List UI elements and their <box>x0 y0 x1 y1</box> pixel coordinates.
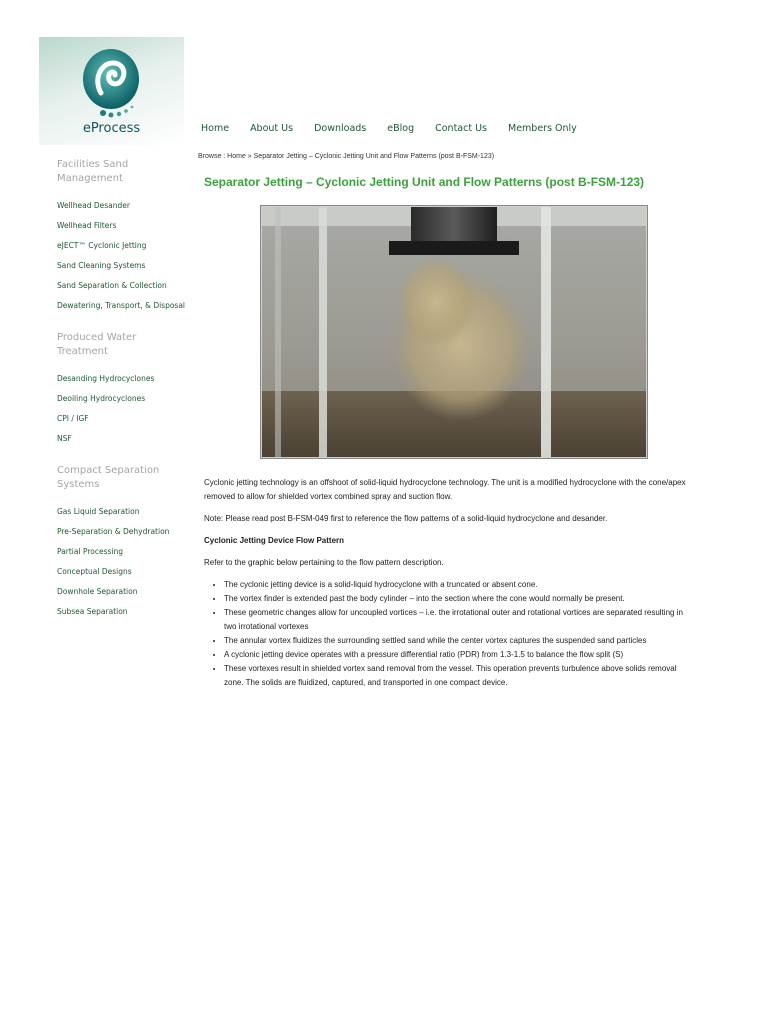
list-item: • These geometric changes allow for uncoupled vortices – i.e. the irrotational outer and rotational vortices are separated resulting in two irrotational vortexes <box>224 606 694 634</box>
cyclonic-jetting-photo <box>260 205 648 459</box>
nav-members-only[interactable]: Members Only <box>508 123 577 134</box>
nav-eblog[interactable]: eBlog <box>387 123 415 134</box>
logo-wordmark: eProcess <box>82 121 141 136</box>
sidebar-heading: Compact Separation Systems <box>57 465 160 490</box>
sidebar-item-sand-separation-collection[interactable]: Sand Separation & Collection <box>57 281 167 290</box>
sidebar-item-downhole-separation[interactable]: Downhole Separation <box>57 587 138 596</box>
sidebar-item-pre-separation-dehydration[interactable]: Pre-Separation & Dehydration <box>57 527 170 536</box>
sidebar-item-nsf[interactable]: NSF <box>57 434 72 443</box>
sidebar-item-wellhead-filters[interactable]: Wellhead Filters <box>57 221 117 230</box>
sidebar-item-partial-processing[interactable]: Partial Processing <box>57 547 124 556</box>
list-item: • A cyclonic jetting device operates with a pressure differential ratio (PDR) from 1.3-1.5 to balance the flow split (S) <box>224 648 694 662</box>
sidebar-section-compact-separation <box>57 464 187 619</box>
sidebar-heading: Produced Water Treatment <box>57 332 137 357</box>
sidebar-item-dewatering[interactable]: Dewatering, Transport, & Disposal <box>57 301 186 310</box>
list-item: • The annular vortex fluidizes the surrounding settled sand while the center vortex captures the suspended sand particles <box>224 634 694 648</box>
flow-pattern-list <box>204 578 694 690</box>
sidebar-item-cpi-igf[interactable]: CPI / IGF <box>57 414 89 423</box>
sidebar-item-wellhead-desander[interactable]: Wellhead Desander <box>57 201 130 210</box>
sidebar-heading: Facilities Sand Management <box>57 159 129 184</box>
nav-about-us[interactable]: About Us <box>250 123 294 134</box>
cyclonic-jetting-photo-image <box>261 206 647 458</box>
sidebar-item-subsea-separation[interactable]: Subsea Separation <box>57 607 128 616</box>
breadcrumb: Browse : Home » Separator Jetting – Cyclonic Jetting Unit and Flow Patterns (post B-FSM-123) <box>198 153 495 160</box>
sidebar-section-produced-water <box>57 331 187 446</box>
nav-contact-us[interactable]: Contact Us <box>435 123 487 134</box>
sidebar-item-desanding-hydrocyclones[interactable]: Desanding Hydrocyclones <box>57 374 155 383</box>
list-item: • The cyclonic jetting device is a solid-liquid hydrocyclone with a truncated or absent cone. <box>224 578 694 592</box>
sidebar-item-eject-cyclonic-jetting[interactable]: eJECT™ Cyclonic Jetting <box>57 241 147 250</box>
list-item: • The vortex finder is extended past the body cylinder – into the section where the cone would normally be present. <box>224 592 694 606</box>
sidebar <box>57 158 187 637</box>
main-nav <box>201 123 598 134</box>
sidebar-section-facilities <box>57 158 187 313</box>
refer-paragraph: Refer to the graphic below pertaining to the flow pattern description. <box>204 558 444 567</box>
section-subheading: Cyclonic Jetting Device Flow Pattern <box>204 536 345 545</box>
sidebar-item-deoiling-hydrocyclones[interactable]: Deoiling Hydrocyclones <box>57 394 146 403</box>
article-body <box>204 476 694 690</box>
page-title: Separator Jetting – Cyclonic Jetting Unit and Flow Patterns (post B-FSM-123) <box>204 175 645 189</box>
sidebar-item-sand-cleaning-systems[interactable]: Sand Cleaning Systems <box>57 261 146 270</box>
list-item: • These vortexes result in shielded vortex sand removal from the vessel. This operation prevents turbulence above solids removal zone. The solids are fluidized, captured, and transported in one compact device. <box>224 662 694 690</box>
intro-paragraph: Cyclonic jetting technology is an offshoot of solid-liquid hydrocyclone technology. The unit is a modified hydrocyclone with the cone/apex removed to allow for shielded vortex combined spray and suction flow. <box>204 478 686 501</box>
sidebar-item-conceptual-designs[interactable]: Conceptual Designs <box>57 567 132 576</box>
sidebar-item-gas-liquid-separation[interactable]: Gas Liquid Separation <box>57 507 140 516</box>
note-paragraph: Note: Please read post B-FSM-049 first to reference the flow patterns of a solid-liquid hydrocyclone and desander. <box>204 514 608 523</box>
eprocess-swirl-logo-icon <box>79 45 147 121</box>
nav-downloads[interactable]: Downloads <box>314 123 367 134</box>
nav-home[interactable]: Home <box>201 123 230 134</box>
site-logo[interactable] <box>39 37 184 145</box>
